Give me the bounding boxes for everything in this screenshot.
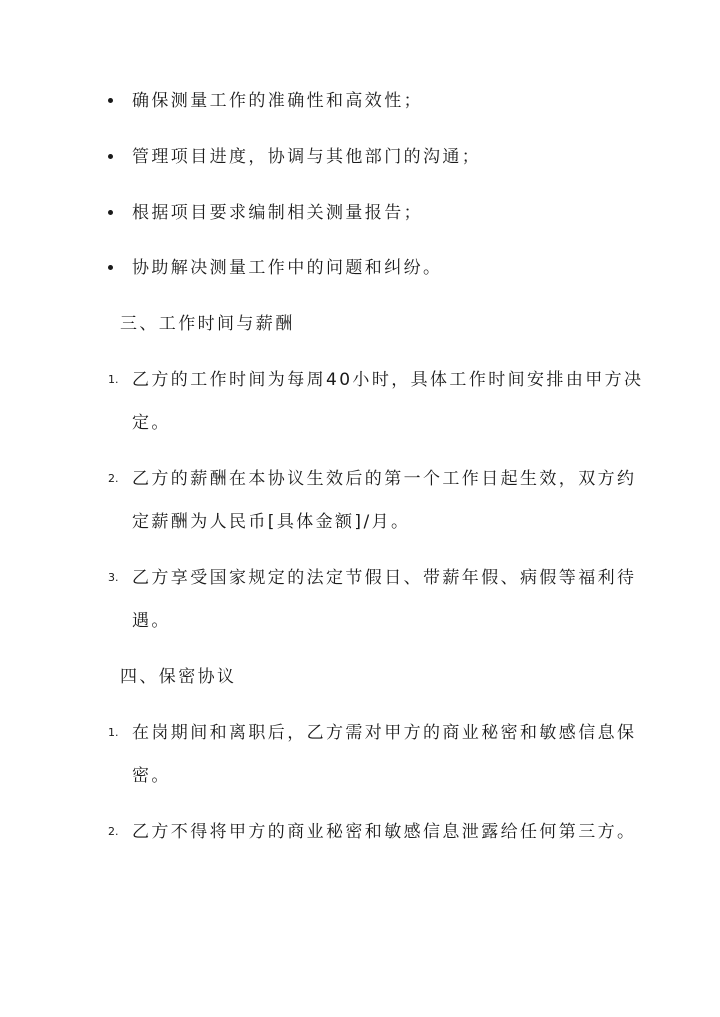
item-number: 1. — [108, 373, 119, 386]
item-text: 在岗期间和离职后，乙方需对甲方的商业秘密和敏感信息保 — [132, 723, 637, 743]
bullet-icon — [108, 253, 114, 283]
numbered-item — [0, 817, 720, 847]
item-number: 2. — [108, 472, 119, 485]
bullet-icon — [108, 142, 114, 172]
numbered-item-continuation — [0, 507, 720, 537]
numbered-item — [0, 464, 720, 494]
item-number: 1. — [108, 726, 119, 739]
item-number: 3. — [108, 571, 119, 584]
numbered-item-continuation — [0, 606, 720, 636]
list-item — [0, 142, 720, 172]
item-number: 2. — [108, 825, 119, 838]
section-heading — [0, 309, 720, 339]
item-text: 定。 — [132, 413, 171, 433]
numbered-item — [0, 365, 720, 395]
list-item — [0, 253, 720, 283]
list-item-text: 管理项目进度，协调与其他部门的沟通； — [132, 147, 482, 167]
item-text: 乙方的工作时间为每周40小时，具体工作时间安排由甲方决 — [132, 370, 644, 390]
bullet-icon — [108, 86, 114, 116]
numbered-item-continuation — [0, 761, 720, 791]
item-text: 定薪酬为人民币[具体金额]/月。 — [132, 512, 411, 532]
numbered-item — [0, 563, 720, 593]
list-item-text: 确保测量工作的准确性和高效性； — [132, 91, 423, 111]
item-text: 密。 — [132, 766, 171, 786]
numbered-item — [0, 718, 720, 748]
section-heading-text: 四、保密协议 — [120, 667, 237, 687]
list-item-text: 根据项目要求编制相关测量报告； — [132, 203, 423, 223]
item-text: 乙方不得将甲方的商业秘密和敏感信息泄露给任何第三方。 — [132, 822, 637, 842]
bullet-icon — [108, 198, 114, 228]
list-item-text: 协助解决测量工作中的问题和纠纷。 — [132, 258, 443, 278]
list-item — [0, 86, 720, 116]
item-text: 遇。 — [132, 611, 171, 631]
numbered-item-continuation — [0, 408, 720, 438]
section-heading-text: 三、工作时间与薪酬 — [120, 314, 295, 334]
list-item — [0, 198, 720, 228]
section-heading — [0, 662, 720, 692]
item-text: 乙方享受国家规定的法定节假日、带薪年假、病假等福利待 — [132, 568, 637, 588]
item-text: 乙方的薪酬在本协议生效后的第一个工作日起生效，双方约 — [132, 469, 637, 489]
